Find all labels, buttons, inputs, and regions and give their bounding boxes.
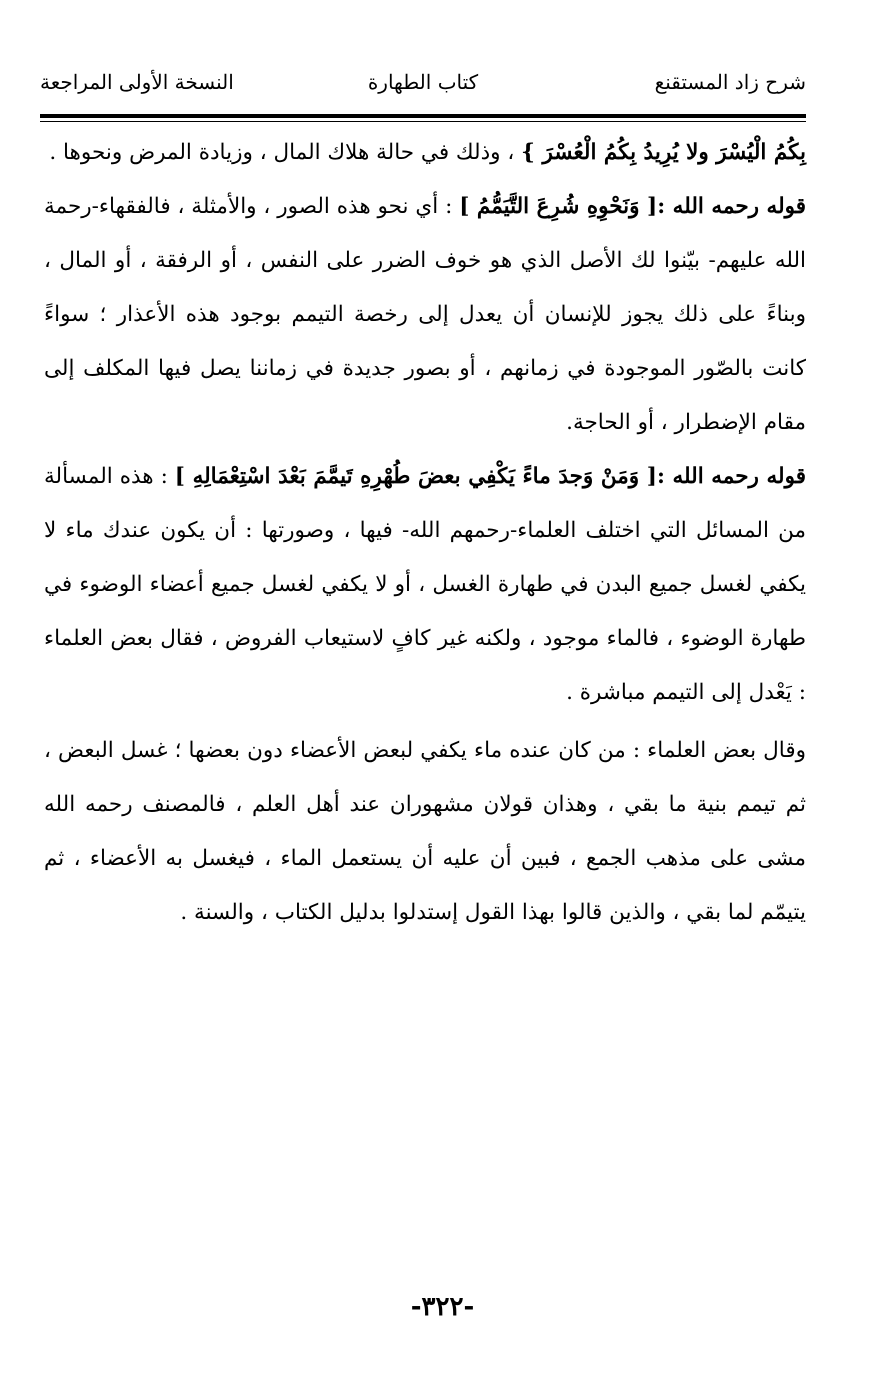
paragraph-text: وقال بعض العلماء : من كان عنده ماء يكفي لبعض الأعضاء دون بعضها ؛ غسل البعض ، ثم تيمم بنية ما بقي ، وهذان قولان مشهوران عند أهل العلم ، فالمصنف رحمه الله مشى على مذهب الجمع ، فبين أن عليه أن يستعمل الماء ، فيغسل به الأعضاء ، ثم يتيمّم لما بقي ، والذين قالوا بهذا القول إستدلوا بدليل الكتاب ، والسنة . bbox=[44, 738, 806, 925]
header-rule-thin bbox=[40, 121, 806, 122]
paragraph-3 bbox=[44, 450, 806, 720]
matn-quote: قوله رحمه الله :[ وَمَنْ وَجدَ ماءً يَكْفِي بعضَ طُهْرِهِ تَيمَّمَ بَعْدَ اسْتِعْمَالِهِ ] bbox=[174, 464, 806, 489]
header-book-title: شرح زاد المستقنع bbox=[654, 70, 806, 94]
header-chapter: كتاب الطهارة bbox=[367, 70, 479, 94]
paragraph-text: : أي نحو هذه الصور ، والأمثلة ، فالفقهاء-رحمة الله عليهم- بيّنوا لك الأصل الذي هو خوف الضرر على النفس ، أو الرفقة ، أو المال ، وبناءً على ذلك يجوز للإنسان أن يعدل إلى رخصة التيمم بوجود هذه الأعذار ؛ سواءً كانت بالصّور الموجودة في زمانهم ، أو بصور جديدة في زماننا يصل فيها المكلف إلى مقام الإضطرار ، أو الحاجة. bbox=[44, 194, 806, 435]
paragraph-text: ، وذلك في حالة هلاك المال ، وزيادة المرض ونحوها . bbox=[49, 140, 522, 165]
paragraph-text: : هذه المسألة من المسائل التي اختلف العلماء-رحمهم الله- فيها ، وصورتها : أن يكون عندك ماء لا يكفي لغسل جميع البدن في طهارة الغسل ، أو لا يكفي لغسل جميع أعضاء الوضوء في طهارة الوضوء ، فالماء موجود ، ولكنه غير كافٍ لاستيعاب الفروض ، فقال بعض العلماء : يَعْدل إلى التيمم مباشرة . bbox=[44, 464, 806, 705]
paragraph-1 bbox=[44, 126, 806, 180]
paragraph-2 bbox=[44, 180, 806, 450]
body-text bbox=[44, 126, 806, 940]
header-edition: النسخة الأولى المراجعة bbox=[40, 70, 234, 94]
paragraph-4 bbox=[44, 724, 806, 940]
page-number: -٣٢٢- bbox=[410, 1292, 475, 1322]
header-rule-thick bbox=[40, 114, 806, 118]
verse-quote: بِكُمُ الْيُسْرَ ولا يُرِيدُ بِكُمُ الْعُسْرَ } bbox=[521, 140, 806, 165]
matn-quote: قوله رحمه الله :[ وَنَحْوِهِ شُرِعَ التَّيَمُّمُ ] bbox=[459, 194, 807, 219]
running-header bbox=[40, 62, 806, 102]
